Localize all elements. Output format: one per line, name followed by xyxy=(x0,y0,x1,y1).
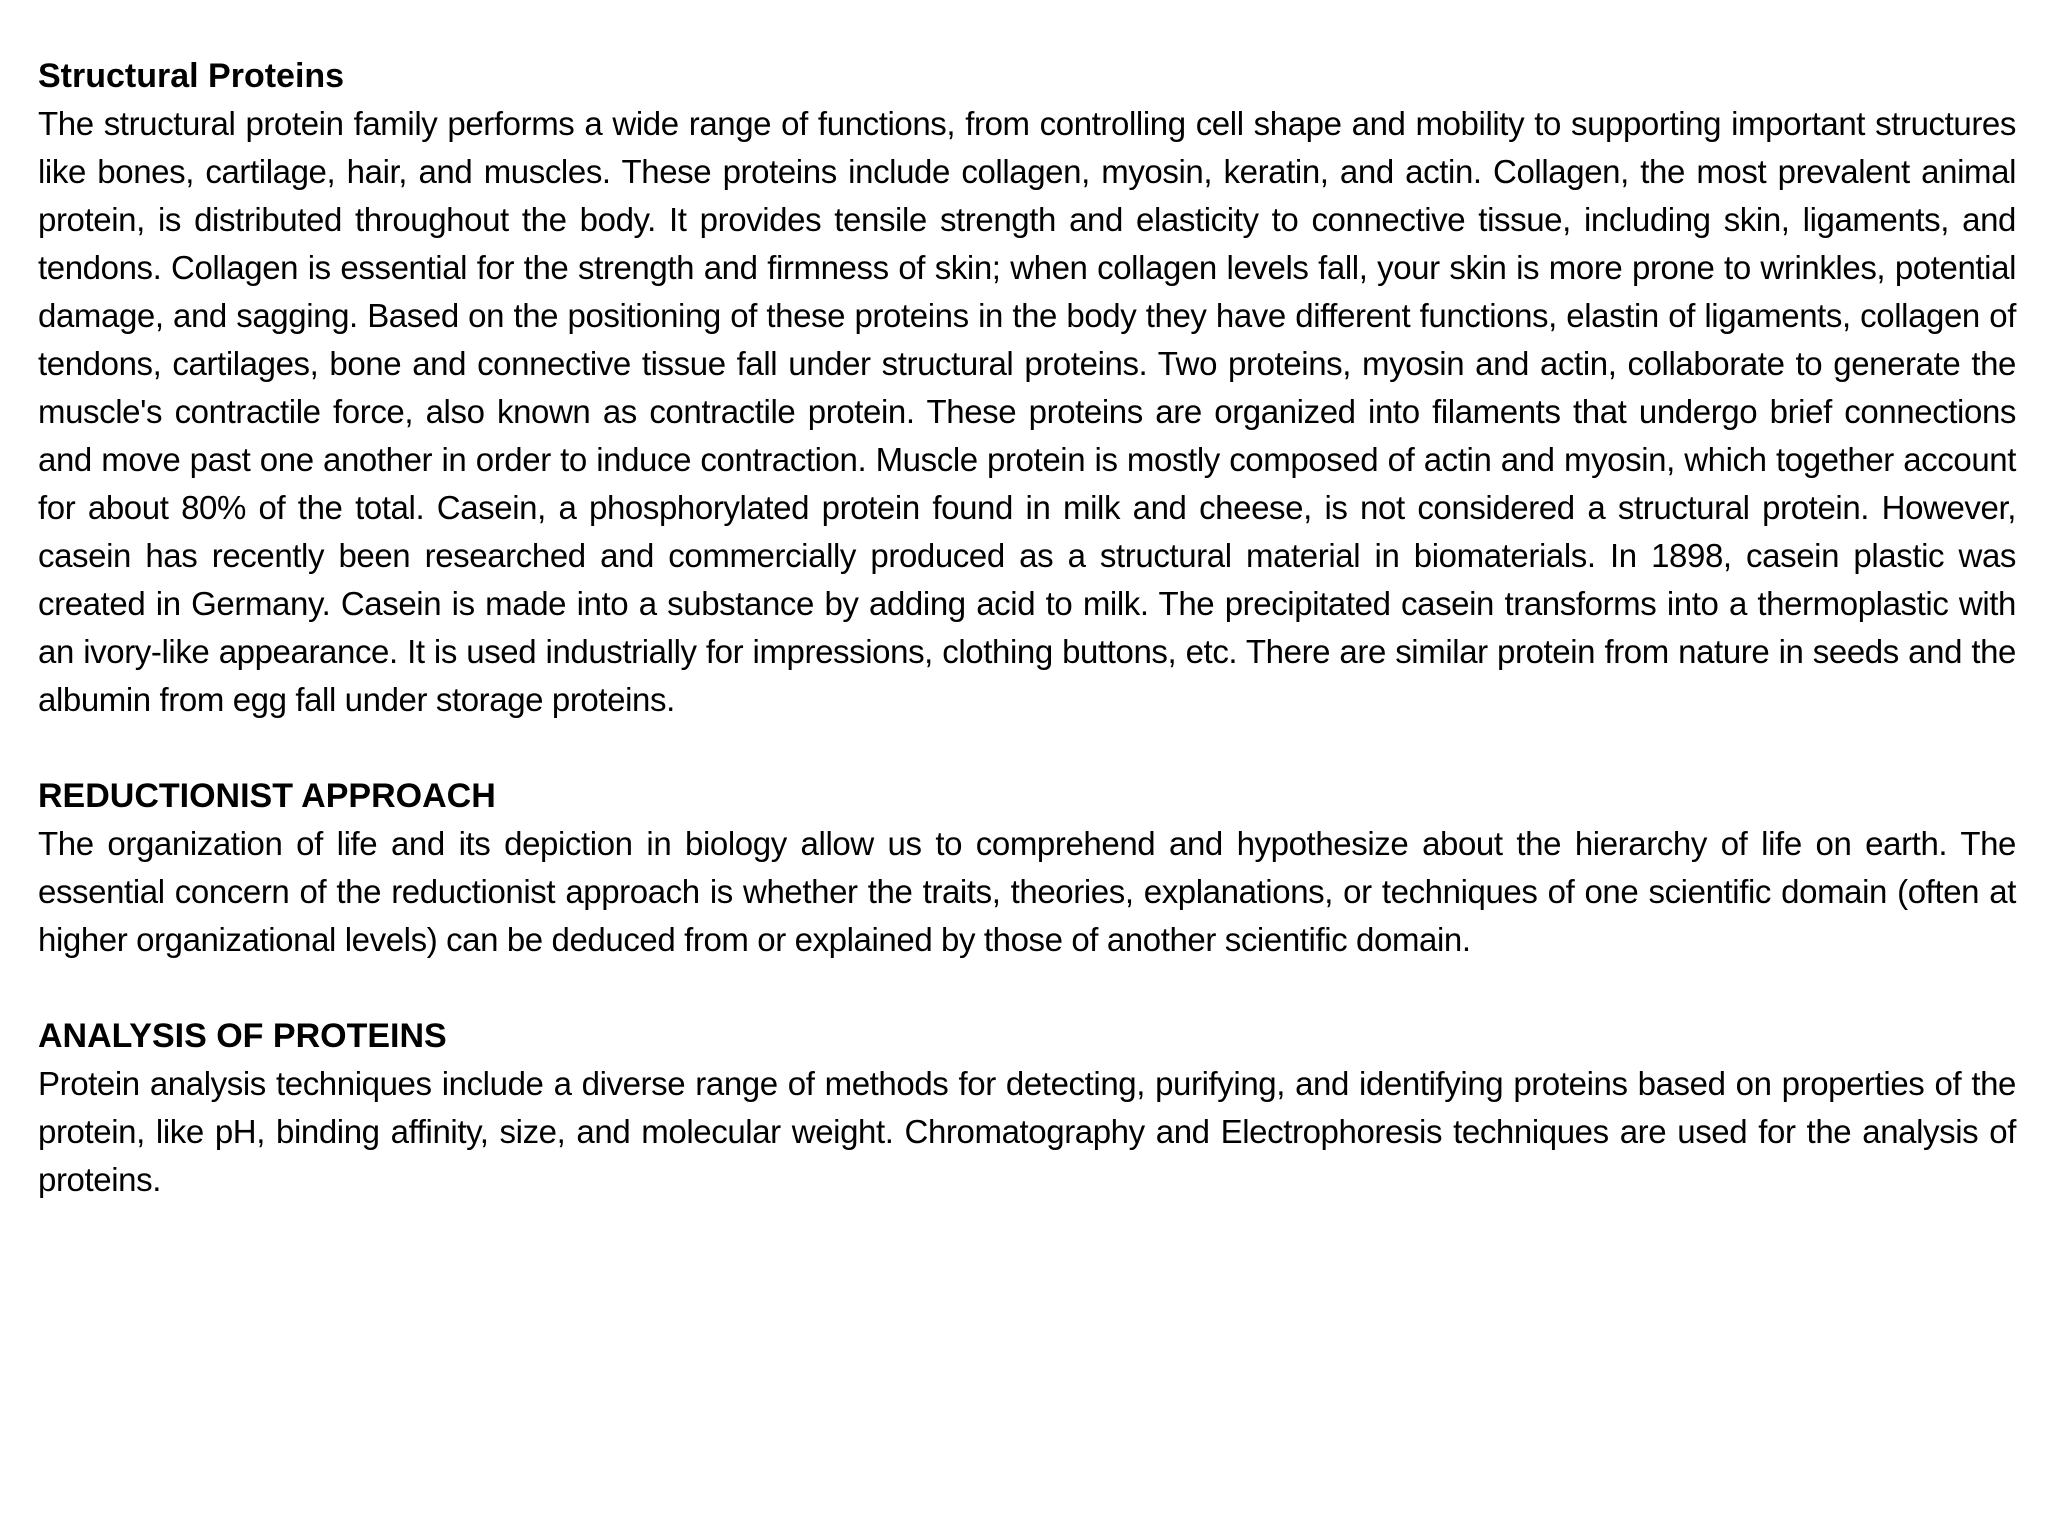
section-analysis-of-proteins xyxy=(38,1012,2016,1204)
section-heading: ANALYSIS OF PROTEINS xyxy=(38,1017,447,1055)
section-structural-proteins xyxy=(38,52,2016,724)
document-page xyxy=(38,52,2016,1252)
section-heading: REDUCTIONIST APPROACH xyxy=(38,777,496,815)
section-body: The organization of life and its depiction in biology allow us to comprehend and hypothesize about the hierarchy of life on earth. The essential concern of the reductionist approach is whether the traits, theories, explanations, or techniques of one scientific domain (often at higher organizational levels) can be deduced from or explained by those of another scientific domain. xyxy=(38,825,2016,958)
section-heading: Structural Proteins xyxy=(38,57,345,95)
section-body: Protein analysis techniques include a diverse range of methods for detecting, purifying, and identifying proteins based on properties of the protein, like pH, binding affinity, size, and molecular weight. Chromatography and Electrophoresis techniques are used for the analysis of proteins. xyxy=(38,1065,2016,1198)
section-body: The structural protein family performs a wide range of functions, from controlling cell shape and mobility to supporting important structures like bones, cartilage, hair, and muscles. These proteins include collagen, myosin, keratin, and actin. Collagen, the most prevalent animal protein, is distributed throughout the body. It provides tensile strength and elasticity to connective tissue, including skin, ligaments, and tendons. Collagen is essential for the strength and firmness of skin; when collagen levels fall, your skin is more prone to wrinkles, potential damage, and sagging. Based on the positioning of these proteins in the body they have different functions, elastin of ligaments, collagen of tendons, cartilages, bone and connective tissue fall under structural proteins. Two proteins, myosin and actin, collaborate to generate the muscle's contractile force, also known as contractile protein. These proteins are organized into filaments that undergo brief connections and move past one another in order to induce contraction. Muscle protein is mostly composed of actin and myosin, which together account for about 80% of the total. Casein, a phosphorylated protein found in milk and cheese, is not considered a structural protein. However, casein has recently been researched and commercially produced as a structural material in biomaterials. In 1898, casein plastic was created in Germany. Casein is made into a substance by adding acid to milk. The precipitated casein transforms into a thermoplastic with an ivory-like appearance. It is used industrially for impressions, clothing buttons, etc. There are similar protein from nature in seeds and the albumin from egg fall under storage proteins. xyxy=(38,105,2016,718)
section-reductionist-approach xyxy=(38,772,2016,964)
